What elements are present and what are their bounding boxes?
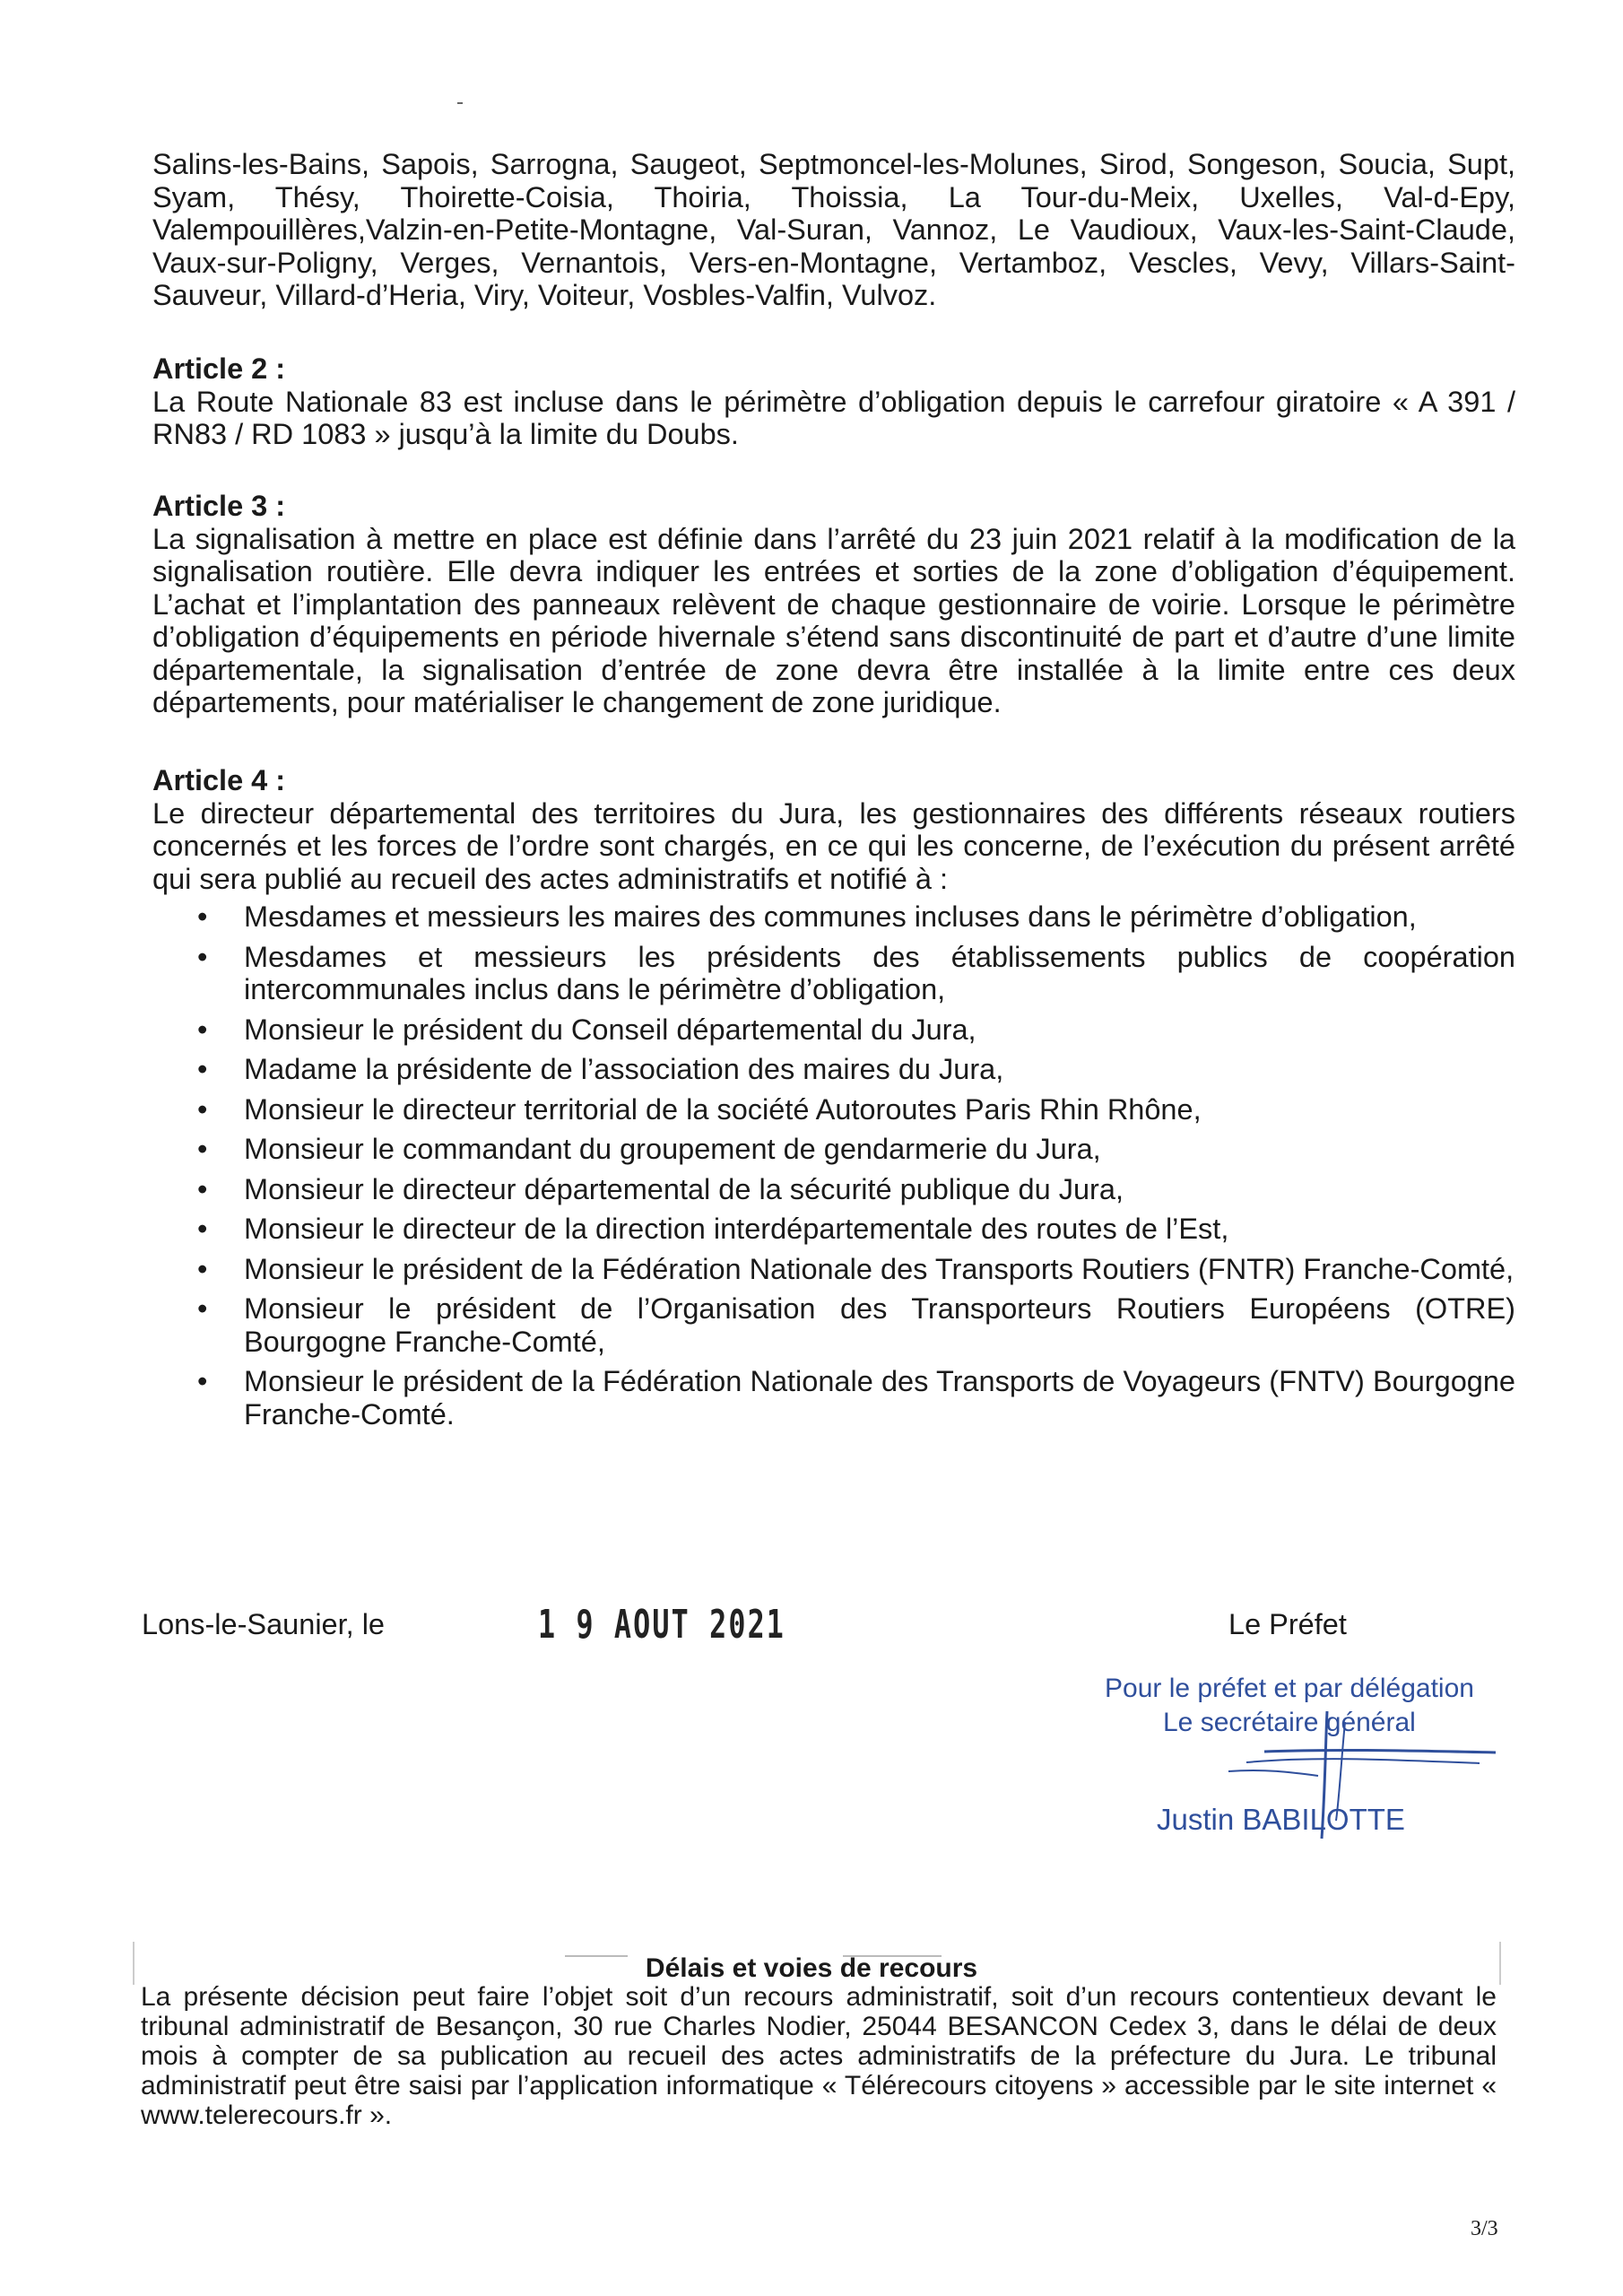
recipient-item — [152, 1013, 1515, 1047]
article-4 — [152, 764, 1515, 1438]
article-4-heading: Article 4 : — [152, 764, 286, 796]
recipient-item — [152, 1253, 1515, 1286]
recipient-text: Monsieur le président de la Fédération Nationale des Transports Routiers (FNTR) Franche-Comté, — [244, 1252, 1515, 1285]
bullet-icon: • — [197, 1133, 208, 1165]
recipient-text: Madame la présidente de l’association des maires du Jura, — [244, 1053, 1004, 1085]
appeals-heading: Délais et voies de recours — [645, 1953, 978, 1983]
recipient-item — [152, 1292, 1515, 1358]
article-3 — [152, 490, 1515, 719]
bullet-icon: • — [197, 1365, 208, 1397]
bullet-icon: • — [197, 1092, 208, 1126]
recipient-item — [152, 1093, 1515, 1126]
recipient-text: Monsieur le président du Conseil départemental du Jura, — [244, 1013, 976, 1046]
recipient-item — [152, 941, 1515, 1006]
bullet-icon: • — [197, 1292, 208, 1325]
recipient-item — [152, 1213, 1515, 1246]
bullet-icon: • — [197, 1053, 208, 1085]
recipient-item — [152, 1053, 1515, 1086]
recipient-text: Monsieur le directeur de la direction interdépartementale des routes de l’Est, — [244, 1213, 1229, 1245]
bullet-icon: • — [197, 1252, 208, 1285]
article-2-heading: Article 2 : — [152, 352, 286, 385]
page-number: 3/3 — [1471, 2217, 1498, 2240]
scan-mark — [457, 102, 463, 104]
bullet-icon: • — [197, 900, 208, 933]
recipient-text: Monsieur le président de la Fédération Nationale des Transports de Voyageurs (FNTV) Bourgogne Franche-Comté. — [244, 1365, 1515, 1431]
article-3-text: La signalisation à mettre en place est définie dans l’arrêté du 23 juin 2021 relatif à la modification de la signalisation routière. Elle devra indiquer les entrées et sorties de la zone d’obligation d’équipement. L’achat et l’implantation des panneaux relèvent de chaque gestionnaire de voirie. Lorsque le périmètre d’obligation d’équipements en période hivernale s’étend sans discontinuité de part et d’autre d’une limite départementale, la signalisation d’entrée de zone devra être installée à la limite entre ces deux départements, pour matérialiser le changement de zone juridique. — [152, 522, 1515, 718]
signature-place: Lons-le-Saunier, le — [142, 1608, 385, 1640]
recipient-text: Mesdames et messieurs les présidents des établissements publics de coopération intercommunales inclus dans le périmètre d’obligation, — [244, 940, 1515, 1005]
recipients-list — [152, 900, 1515, 1431]
article-2 — [152, 352, 1515, 451]
recipient-text: Monsieur le directeur départemental de la sécurité publique du Jura, — [244, 1172, 1124, 1205]
bullet-icon: • — [197, 1172, 208, 1205]
recipient-item — [152, 1173, 1515, 1206]
recipient-item — [152, 900, 1515, 934]
communes-list-paragraph: Salins-les-Bains, Sapois, Sarrogna, Saugeot, Septmoncel-les-Molunes, Sirod, Songeson, Soucia, Supt, Syam, Thésy, Thoirette-Coisia, Thoiria, Thoissia, La Tour-du-Meix, Uxelles, Val-d-Epy, Valempouillères,Valzin-en-Petite-Montagne, Val-Suran, Vannoz, Le Vaudioux, Vaux-les-Saint-Claude, Vaux-sur-Poligny, Verges, Vernantois, Vers-en-Montagne, Vertamboz, Vescles, Vevy, Villars-Saint-Sauveur, Villard-d’Heria, Viry, Voiteur, Vosbles-Valfin, Vulvoz. — [152, 148, 1515, 311]
article-3-heading: Article 3 : — [152, 490, 286, 522]
delegation-line-2: Le secrétaire général — [1163, 1708, 1416, 1737]
date-stamp: 1 9 AOUT 2021 — [538, 1602, 786, 1648]
article-4-text: Le directeur départemental des territoires du Jura, les gestionnaires des différents réseaux routiers concernés et les forces de l’ordre sont chargés, en ce qui les concerne, de l’exécution du présent arrêté qui sera publié au recueil des actes administratifs et notifié à : — [152, 796, 1515, 895]
recipient-item — [152, 1365, 1515, 1431]
delegation-line-1: Pour le préfet et par délégation — [1105, 1674, 1474, 1703]
article-2-text: La Route Nationale 83 est incluse dans le périmètre d’obligation depuis le carrefour giratoire « A 391 / RN83 / RD 1083 » jusqu’à la limite du Doubs. — [152, 385, 1515, 450]
bullet-icon: • — [197, 940, 208, 973]
bullet-icon: • — [197, 1213, 208, 1245]
recipient-text: Mesdames et messieurs les maires des communes incluses dans le périmètre d’obligation, — [244, 900, 1417, 933]
signatory-title: Le Préfet — [1228, 1608, 1347, 1640]
signatory-name: Justin BABILOTTE — [1157, 1803, 1405, 1836]
recipient-text: Monsieur le commandant du groupement de gendarmerie du Jura, — [244, 1133, 1101, 1165]
bullet-icon: • — [197, 1013, 208, 1046]
recipient-item — [152, 1133, 1515, 1166]
recipient-text: Monsieur le directeur territorial de la société Autoroutes Paris Rhin Rhône, — [244, 1092, 1202, 1126]
appeals-text: La présente décision peut faire l’objet soit d’un recours administratif, soit d’un recours contentieux devant le tribunal administratif de Besançon, 30 rue Charles Nodier, 25044 BESANCON Cedex 3, dans le délai de deux mois à compter de sa publication au recueil des actes administratifs de la préfecture du Jura. Le tribunal administratif peut être saisi par l’application informatique « Télérecours citoyens » accessible par le site internet « www.telerecours.fr ». — [141, 1982, 1497, 2130]
recipient-text: Monsieur le président de l’Organisation des Transporteurs Routiers Européens (OTRE) Bourgogne Franche-Comté, — [244, 1292, 1515, 1358]
